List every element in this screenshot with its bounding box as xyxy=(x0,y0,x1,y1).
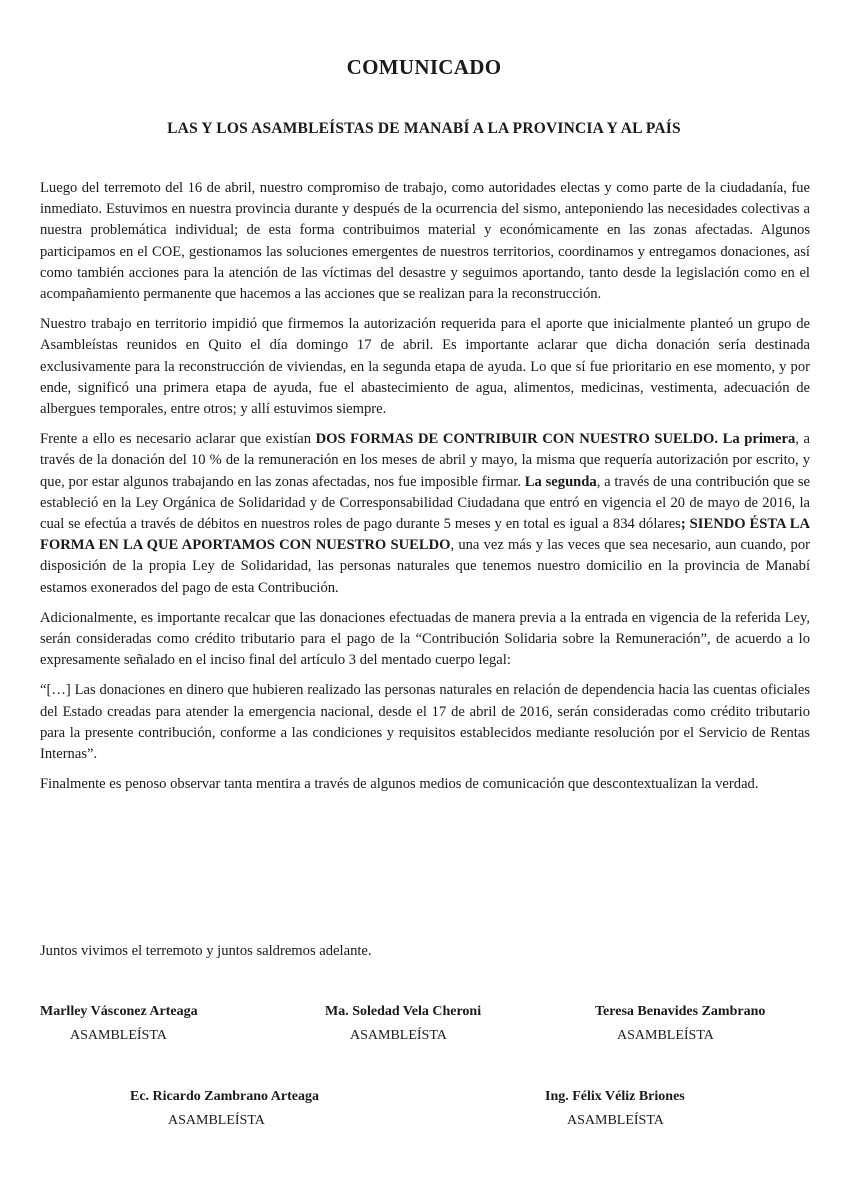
signature-block xyxy=(130,1089,319,1129)
signatory-name: Ma. Soledad Vela Cheroni xyxy=(325,1004,482,1019)
paragraph-3-emphasis-forms: DOS FORMAS DE CONTRIBUIR CON NUESTRO SUELDO. xyxy=(315,431,719,448)
signatory-name: Ec. Ricardo Zambrano Arteaga xyxy=(130,1089,319,1104)
paragraph-6: Finalmente es penoso observar tanta mentira a través de algunos medios de comunicación que descontextualizan la verdad. xyxy=(40,776,759,793)
signatory-name: Marlley Vásconez Arteaga xyxy=(40,1004,198,1019)
paragraph-2: Nuestro trabajo en territorio impidió que firmemos la autorización requerida para el aporte que inicialmente planteó un grupo de Asambleístas reunidos en Quito el día domingo 17 de abril. Es importante aclarar que dicha donación sería destinada exclusivamente para la reconstrucción de viviendas, en la segunda etapa de ayuda. Lo que sí fue prioritario en ese momento, y por ende, significó una primera etapa de ayuda, fue el abastecimiento de agua, alimentos, medicinas, vestimenta, adecuación de albergues temporales, entre otros; y allí estuvimos siempre. xyxy=(40,316,810,418)
paragraph-3-emphasis-contribution: ; SIENDO ÉSTA LA FORMA EN LA QUE APORTAMOS CON NUESTRO SUELDO xyxy=(40,516,811,554)
paragraph-3-first-label: La primera xyxy=(722,431,796,448)
signatory-name: Ing. Félix Véliz Briones xyxy=(545,1089,685,1104)
signature-block xyxy=(595,1004,765,1044)
paragraph-1: Luego del terremoto del 16 de abril, nuestro compromiso de trabajo, como autoridades electas y como parte de la ciudadanía, fue inmediato. Estuvimos en nuestra provincia durante y después de la ocurrencia del sismo, anteponiendo las necesidades colectivas a nuestra problemática individual; de esta forma contribuimos material y económicamente en las zonas afectadas. Algunos participamos en el COE, gestionamos las soluciones emergentes de nuestros territorios, coordinamos y entregamos donaciones, así como también acciones para la atención de las víctimas del desastre y seguimos aportando, tanto desde la legislación como en el acompañamiento permanente que hacemos a las acciones que se realizan para la reconstrucción. xyxy=(40,180,810,303)
signatory-name: Teresa Benavides Zambrano xyxy=(595,1004,766,1019)
signatory-role: ASAMBLEÍSTA xyxy=(168,1113,265,1128)
signatory-role: ASAMBLEÍSTA xyxy=(567,1113,664,1128)
paragraph-3-second-label: La segunda xyxy=(524,473,597,490)
signature-block xyxy=(40,1004,198,1044)
signature-block xyxy=(325,1004,481,1044)
signatory-role: ASAMBLEÍSTA xyxy=(617,1028,714,1043)
signatory-role: ASAMBLEÍSTA xyxy=(70,1028,167,1043)
document-body xyxy=(40,178,810,804)
signature-block xyxy=(545,1089,685,1129)
closing-line: Juntos vivimos el terremoto y juntos saldremos adelante. xyxy=(40,943,372,959)
paragraph-5-quote: “[…] Las donaciones en dinero que hubieren realizado las personas naturales en relación de dependencia hacia las cuentas oficiales del Estado creadas para atender la emergencia nacional, desde el 17 de abril de 2016, serán consideradas como crédito tributario para la presente contribución, conforme a las condiciones y requisitos establecidos mediante resolución por el Servicio de Rentas Internas”. xyxy=(40,682,810,763)
paragraph-4: Adicionalmente, es importante recalcar que las donaciones efectuadas de manera previa a la entrada en vigencia de la referida Ley, serán consideradas como crédito tributario para el pago de la “Contribución Solidaria sobre la Remuneración”, de acuerdo a lo expresamente señalado en el inciso final del artículo 3 del mentado cuerpo legal: xyxy=(40,609,810,669)
paragraph-3-closing-text: , una vez más y las veces que sea necesario, aun cuando, por disposición de la propia Ley de Solidaridad, las personas naturales que tenemos nuestro domicilio en la provincia de Manabí estamos exonerados del pago de esta Contribución. xyxy=(40,537,810,596)
signatory-role: ASAMBLEÍSTA xyxy=(350,1028,447,1043)
paragraph-3-first-text: , a través de la donación del 10 % de la remuneración en los meses de abril y mayo, la misma que requería autorización por escrito, y que, por estar algunos trabajando en las zonas afectadas, nos fue imposible firmar. xyxy=(40,431,810,490)
paragraph-3-intro: Frente a ello es necesario aclarar que existían xyxy=(40,431,316,448)
page-subtitle: LAS Y LOS ASAMBLEÍSTAS DE MANABÍ A LA PROVINCIA Y AL PAÍS xyxy=(167,120,681,137)
page-title: COMUNICADO xyxy=(346,55,502,79)
paragraph-3-second-text: , a través de una contribución que se estableció en la Ley Orgánica de Solidaridad y de Corresponsabilidad Ciudadana que entró en vigencia el 20 de mayo de 2016, la cual se efectúa a través de débitos en nuestros roles de pago durante 5 meses y en total es igual a 834 dólares xyxy=(40,473,810,533)
paragraph-3 xyxy=(40,429,810,599)
